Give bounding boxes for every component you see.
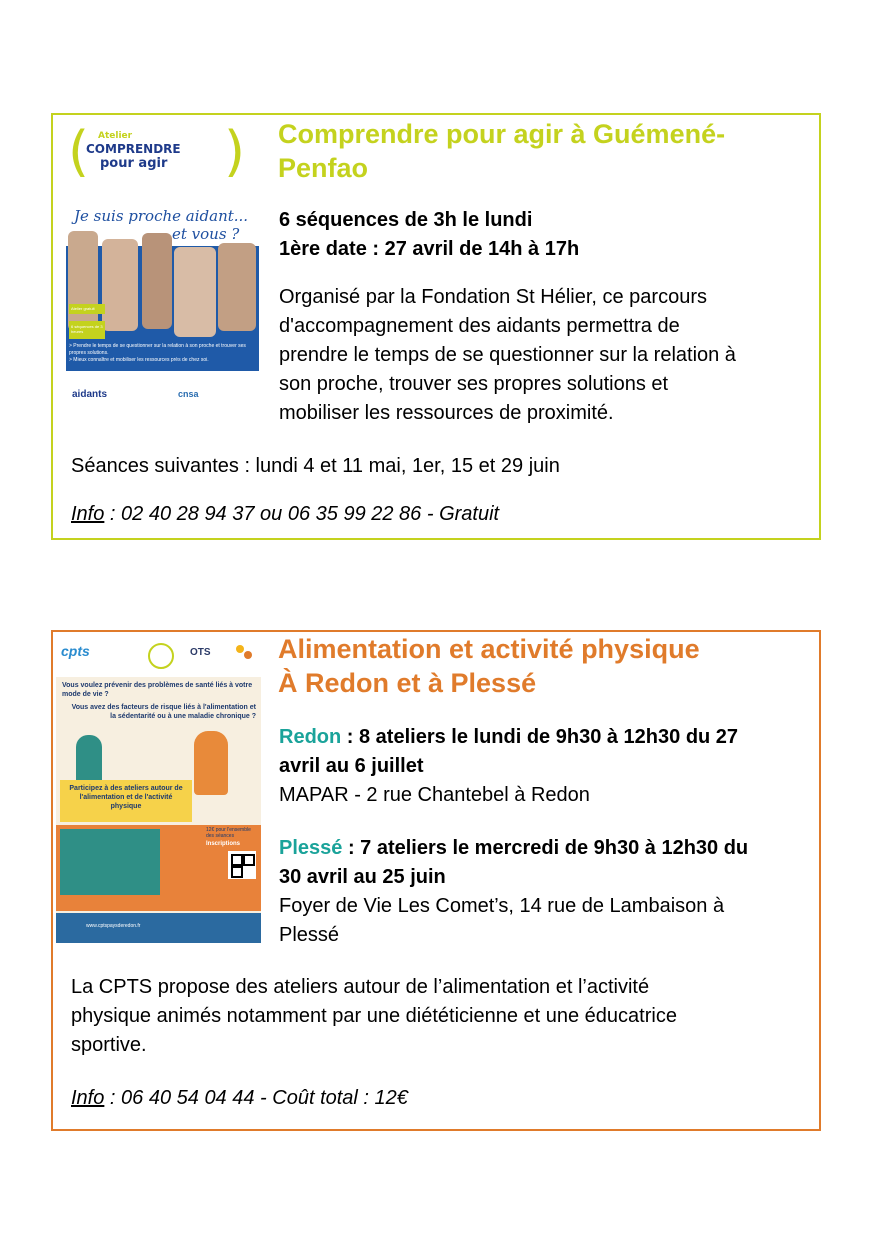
portrait-photo	[142, 233, 172, 329]
info-label: Info	[71, 1087, 105, 1109]
poster-website: www.cptspaysderedon.fr	[86, 923, 141, 929]
comprendre-poster	[66, 121, 261, 411]
portrait-photo	[68, 231, 98, 331]
poster-footer	[56, 913, 261, 943]
ots-logo: OTS	[190, 647, 211, 658]
poster-tagline-2: et vous ?	[172, 225, 240, 243]
poster-bullets: > Prendre le temps de se questionner sur la relation à son proche et trouver ses propres solutions. > Mieux connaître et mobiliser les ressources près de chez soi.	[69, 343, 246, 363]
plesse-details: Plessé : 7 ateliers le mercredi de 9h30 à 12h30 du 30 avril au 25 juin Foyer de Vie Les Comet’s, 14 rue de Lambaison à Plessé	[279, 837, 749, 946]
portrait-photo	[218, 243, 256, 331]
partner-logo-dot	[244, 651, 252, 659]
event-info	[71, 500, 499, 529]
poster-bracket-left: (	[68, 121, 90, 183]
illustration-cook	[194, 731, 228, 795]
poster-pour-agir: pour agir	[100, 156, 168, 171]
event-card-alimentation	[51, 630, 821, 1131]
illustration-person	[76, 735, 102, 785]
redon-details: Redon : 8 ateliers le lundi de 9h30 à 12h30 du 27 avril au 6 juillet MAPAR - 2 rue Chantebel à Redon	[279, 726, 739, 806]
redon-label: Redon	[279, 726, 342, 748]
portrait-photo	[102, 239, 138, 331]
event-description: La CPTS propose des ateliers autour de l’alimentation et l’activité physique animés notamment par une diététicienne et une éducatrice sportive.	[71, 976, 677, 1056]
event-schedule: 6 séquences de 3h le lundi 1ère date : 27 avril de 14h à 17h	[279, 209, 580, 260]
event-title: Comprendre pour agir à Guémené- Penfao	[278, 119, 726, 183]
portrait-photo	[174, 247, 216, 337]
poster-cta: Participez à des ateliers autour de l'alimentation et de l'activité physique	[60, 780, 192, 822]
poster-footer	[66, 371, 259, 411]
info-label: Info	[71, 503, 105, 525]
partner-logo-dot	[236, 645, 244, 653]
poster-tagline-1: Je suis proche aidant...	[74, 207, 249, 225]
cpts-logo: cpts	[61, 643, 90, 659]
poster-bracket-right: )	[224, 121, 246, 183]
poster-badge: Atelier gratuit	[69, 304, 105, 314]
event-info	[71, 1084, 408, 1113]
cnsa-logo: cnsa	[178, 389, 199, 399]
cpts-poster	[56, 635, 261, 943]
aidants-logo: aidants	[72, 389, 108, 400]
poster-atelier: Atelier	[98, 131, 133, 141]
poster-badge-2: 6 séquences de 3 heures	[69, 321, 105, 339]
plesse-label: Plessé	[279, 837, 343, 859]
info-text: : 06 40 54 04 44 - Coût total : 12€	[104, 1087, 408, 1109]
event-sessions: Séances suivantes : lundi 4 et 11 mai, 1er, 15 et 29 juin	[71, 455, 560, 477]
event-title: Alimentation et activité physique À Redon et à Plessé	[278, 634, 700, 698]
poster-comprendre: COMPRENDRE	[86, 142, 181, 156]
poster-info-box	[60, 829, 160, 895]
partner-logo	[148, 643, 174, 669]
event-card-comprendre	[51, 113, 821, 540]
redon-place: MAPAR - 2 rue Chantebel à Redon	[279, 784, 590, 806]
qr-code	[228, 851, 256, 879]
poster-inscriptions: Inscriptions	[206, 841, 241, 847]
poster-question-1: Vous voulez prévenir des problèmes de santé liés à votre mode de vie ?	[62, 682, 253, 698]
poster-header	[56, 635, 261, 677]
event-description: Organisé par la Fondation St Hélier, ce parcours d'accompagnement des aidants permettra de prendre le temps de se questionner sur la relation à son proche, trouver ses propres solutions et mobiliser les ressources de proximité.	[279, 286, 736, 424]
plesse-place: Foyer de Vie Les Comet’s, 14 rue de Lambaison à	[279, 895, 725, 917]
info-text: : 02 40 28 94 37 ou 06 35 99 22 86 - Gratuit	[104, 503, 500, 525]
poster-price: 12€ pour l'ensemble des séances	[206, 827, 251, 839]
poster-question-2: Vous avez des facteurs de risque liés à l'alimentation et la sédentarité ou à une maladie chronique ?	[71, 704, 256, 720]
